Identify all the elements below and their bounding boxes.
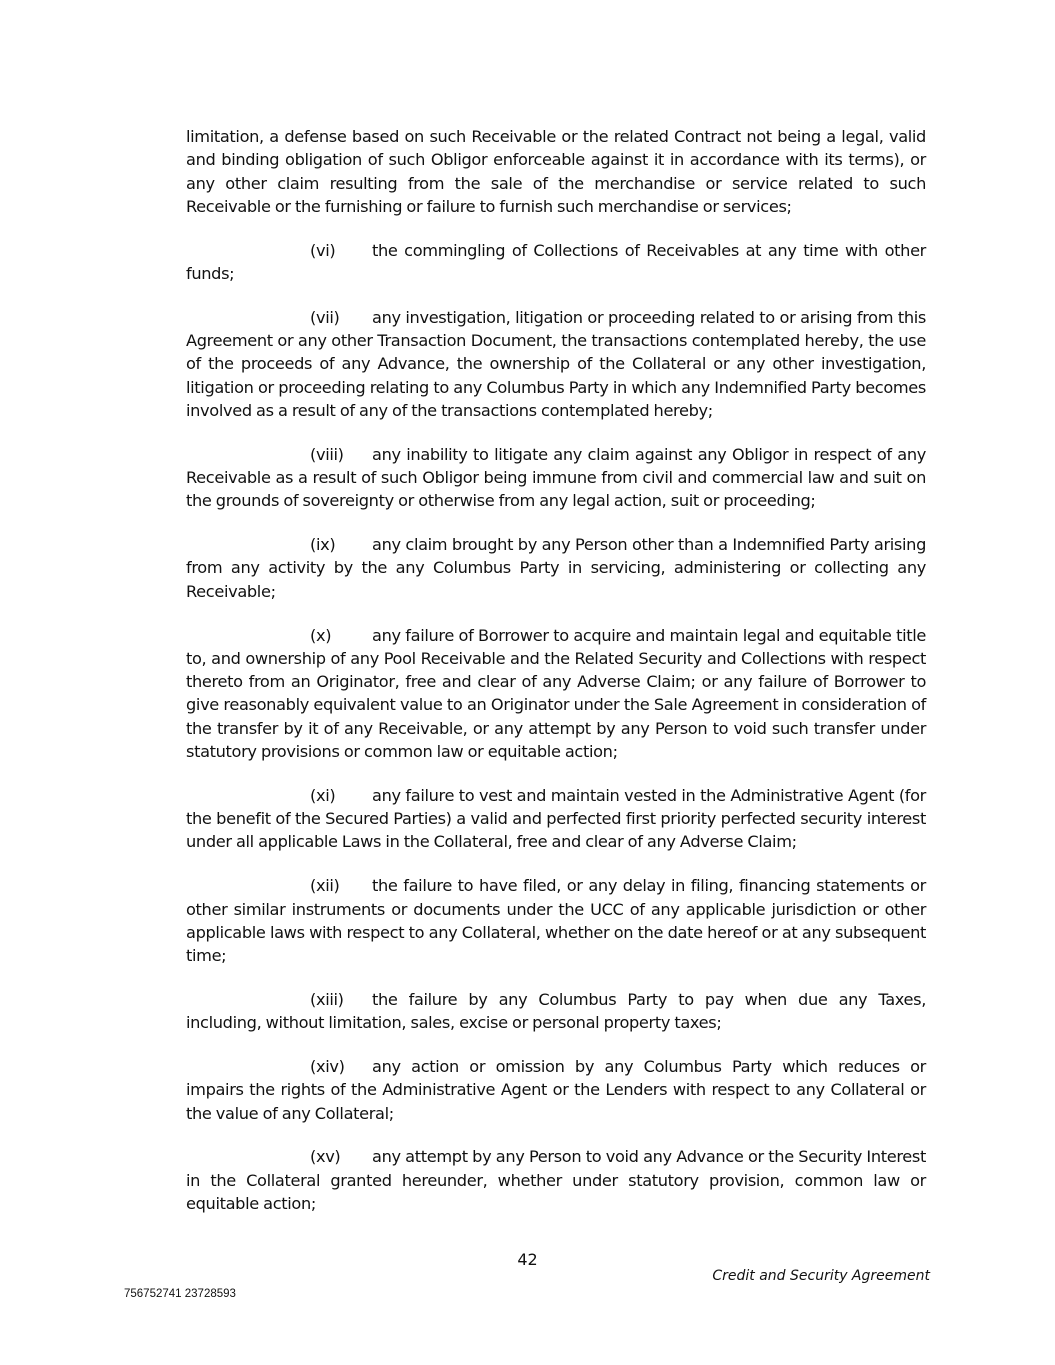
clause-xii [186,874,926,967]
clause-ix [186,533,926,603]
clause-text: any failure of Borrower to acquire and maintain legal and equitable title to, and ownership of any Pool Receivable and the Related Security and Collections with respect thereto from an Originator, free and clear of any Adverse Claim; or any failure of Borrower to give reasonably equivalent value to an Originator under the Sale Agreement in consideration of the transfer by it of any Receivable, or any attempt by any Person to void such transfer under statutory provisions or common law or equitable action; [186,625,926,762]
clause-number: (viii) [310,444,344,464]
clause-xi [186,784,926,854]
clause-text: the commingling of Collections of Receivables at any time with other funds; [186,240,926,283]
clause-viii [186,443,926,513]
clause-number: (vii) [310,307,340,327]
clause-number: (xiii) [310,989,344,1009]
document-body [186,125,926,1236]
clause-xiii [186,988,926,1035]
page-number: 42 [517,1250,538,1269]
clause-text: any claim brought by any Person other than a Indemnified Party arising from any activity by the any Columbus Party in servicing, administering or collecting any Receivable; [186,535,926,601]
clause-number: (ix) [310,535,336,555]
document-id: 756752741 23728593 [124,1288,236,1300]
clause-text: any action or omission by any Columbus Party which reduces or impairs the rights of the Administrative Agent or the Lenders with respect to any Collateral or the value of any Collateral; [186,1057,926,1123]
clause-number: (xi) [310,785,336,805]
clause-xiv [186,1055,926,1125]
clause-vi [186,239,926,286]
clause-number: (xv) [310,1147,341,1167]
clause-text: the failure to have filed, or any delay in filing, financing statements or other similar instruments or documents under the UCC of any applicable jurisdiction or other applicable laws with respect to any Collateral, whether on the date hereof or at any subsequent time; [186,876,926,966]
clause-text: any investigation, litigation or proceeding related to or arising from this Agreement or any other Transaction Document, the transactions contemplated hereby, the use of the proceeds of any Advance, the ownership of the Collateral or any other investigation, litigation or proceeding relating to any Columbus Party in which any Indemnified Party becomes involved as a result of any of the transactions contemplated hereby; [186,307,926,420]
clause-vii [186,306,926,422]
clause-number: (vi) [310,240,336,260]
clause-text: any failure to vest and maintain vested in the Administrative Agent (for the benefit of the Secured Parties) a valid and perfected first priority perfected security interest under all applicable Laws in the Collateral, free and clear of any Adverse Claim; [186,785,926,852]
clause-number: (x) [310,625,332,645]
clause-x [186,624,926,764]
intro-paragraph: limitation, a defense based on such Receivable or the related Contract not being a legal, valid and binding obligation of such Obligor enforceable against it in accordance with its terms), or any other claim resulting from the sale of the merchandise or service related to such Receivable or the furnishing or failure to furnish such merchandise or services; [186,127,926,216]
clause-text: the failure by any Columbus Party to pay when due any Taxes, including, without limitation, sales, excise or personal property taxes; [186,989,926,1033]
clause-number: (xii) [310,876,340,896]
clause-xv [186,1145,926,1215]
footer-document-title: Credit and Security Agreement [712,1268,930,1284]
clause-text: any inability to litigate any claim against any Obligor in respect of any Receivable as a result of such Obligor being immune from civil and commercial law and suit on the grounds of sovereignty or otherwise from any legal action, suit or proceeding; [186,444,926,511]
clause-text: any attempt by any Person to void any Advance or the Security Interest in the Collateral granted hereunder, whether under statutory provision, common law or equitable action; [186,1147,926,1213]
clause-number: (xiv) [310,1057,345,1076]
